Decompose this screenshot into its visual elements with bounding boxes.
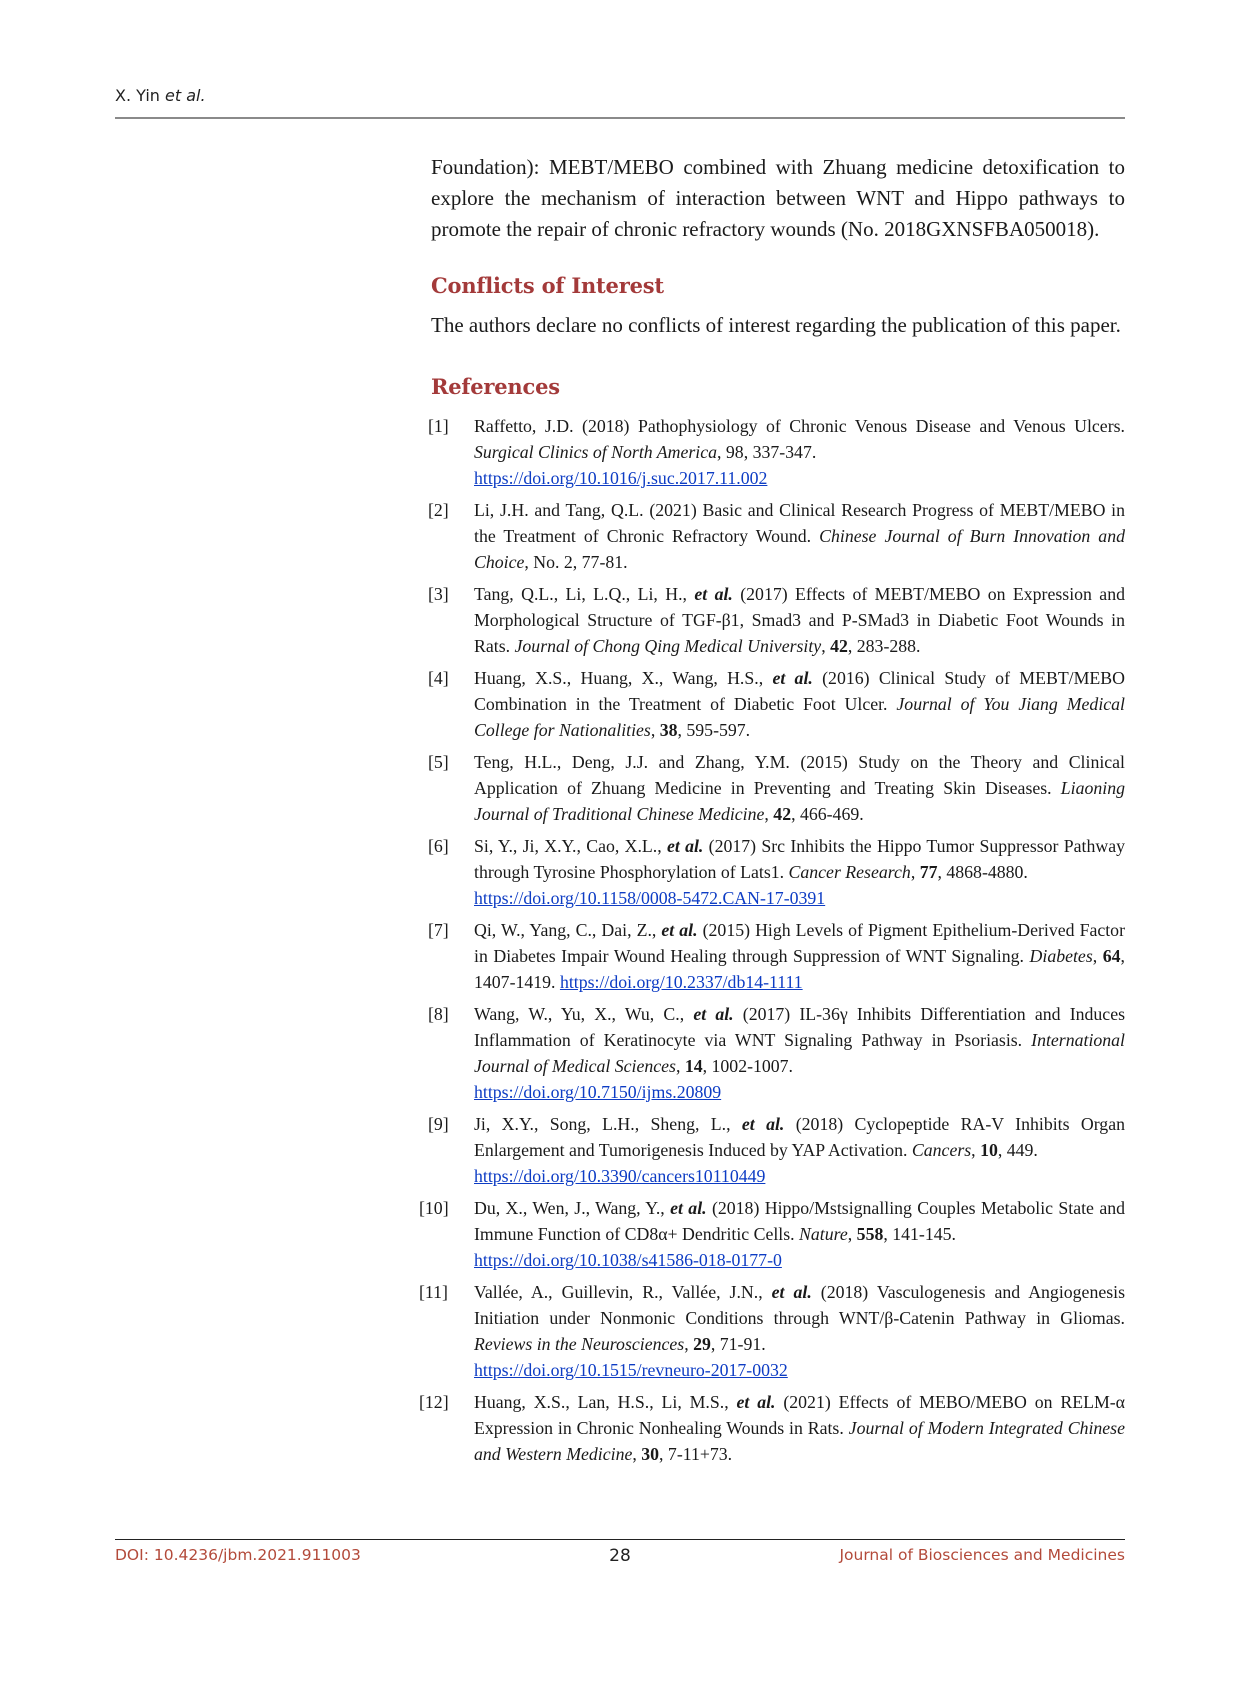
reference-authors: Ji, X.Y., Song, L.H., Sheng, L., xyxy=(474,1114,742,1134)
reference-item xyxy=(419,1279,1126,1383)
footer-doi: DOI: 10.4236/jbm.2021.911003 xyxy=(115,1546,361,1564)
running-head-author: X. Yin xyxy=(115,86,166,105)
footer-journal: Journal of Biosciences and Medicines xyxy=(839,1546,1125,1564)
reference-item xyxy=(428,1001,1126,1105)
reference-separator: , xyxy=(684,1334,694,1354)
reference-etal: et al. xyxy=(670,1198,707,1218)
reference-authors: Si, Y., Ji, X.Y., Cao, X.L., xyxy=(474,836,667,856)
reference-pages: , 4868-4880. xyxy=(937,862,1028,882)
reference-number: [7] xyxy=(428,920,449,940)
reference-number: [5] xyxy=(428,752,449,772)
reference-authors: Li, J.H. and Tang, Q.L. (2021) Basic and Clinical Research Progress of MEBT/MEBO in the Treatment of Chronic Refractory Wound. xyxy=(474,500,1125,546)
reference-separator: , xyxy=(821,636,831,656)
reference-number: [10] xyxy=(419,1198,449,1218)
reference-pages: , 71-91. xyxy=(710,1334,766,1354)
reference-title: (2016) Clinical Study of MEBT/MEBO Combination in the Treatment of Diabetic Foot Ulcer. xyxy=(474,668,1125,714)
reference-journal: Journal of You Jiang Medical College for Nationalities xyxy=(474,694,1125,740)
reference-journal: Reviews in the Neurosciences xyxy=(474,1334,685,1354)
reference-title: (2017) IL-36γ Inhibits Differentiation and Induces Inflammation of Keratinocyte via WNT Signaling Pathway in Psoriasis. xyxy=(474,1004,1126,1050)
reference-journal: Liaoning Journal of Traditional Chinese Medicine xyxy=(474,778,1125,824)
reference-title: (2018) Hippo/Mstsignalling Couples Metabolic State and Immune Function of CD8α+ Dendritic Cells. xyxy=(474,1198,1125,1244)
reference-etal: et al. xyxy=(661,920,698,940)
reference-item xyxy=(428,749,1125,827)
funding-paragraph: Foundation): MEBT/MEBO combined with Zhuang medicine detoxification to explore the mechanism of interaction between WNT and Hippo pathways to promote the repair of chronic refractory wounds (No. 2018GXNSFBA050018). xyxy=(431,155,1125,241)
reference-authors: Du, X., Wen, J., Wang, Y., xyxy=(474,1198,671,1218)
reference-list xyxy=(419,413,1126,1467)
reference-pages: , 466-469. xyxy=(791,804,864,824)
reference-item xyxy=(428,917,1125,995)
reference-title: (2015) High Levels of Pigment Epithelium-Derived Factor in Diabetes Impair Wound Healing through Suppression of WNT Signaling. xyxy=(474,920,1125,966)
reference-doi-link[interactable]: https://doi.org/10.3390/cancers10110449 xyxy=(474,1166,766,1186)
reference-pages: , 1407-1419. xyxy=(474,946,1125,992)
reference-number: [11] xyxy=(419,1282,448,1302)
reference-volume: 77 xyxy=(919,862,938,882)
reference-pages: , 449. xyxy=(997,1140,1038,1160)
reference-item xyxy=(428,497,1125,575)
reference-journal: Chinese Journal of Burn Innovation and Choice xyxy=(474,526,1125,572)
reference-doi-link[interactable]: https://doi.org/10.1016/j.suc.2017.11.002 xyxy=(474,468,768,488)
reference-title: (2018) Vasculogenesis and Angiogenesis Initiation under Nonmonic Conditions through WNT/β-Catenin Pathway in Gliomas. xyxy=(474,1282,1126,1328)
reference-volume: 64 xyxy=(1102,946,1121,966)
reference-title: (2017) Src Inhibits the Hippo Tumor Suppressor Pathway through Tyrosine Phosphorylation of Lats1. xyxy=(474,836,1125,882)
reference-separator: , xyxy=(910,862,920,882)
reference-number: [2] xyxy=(428,500,449,520)
reference-journal: Journal of Modern Integrated Chinese and Western Medicine xyxy=(474,1418,1125,1464)
conflicts-heading: Conflicts of Interest xyxy=(431,273,664,298)
reference-etal: et al. xyxy=(741,1114,785,1134)
reference-etal: et al. xyxy=(736,1392,776,1412)
reference-authors: Wang, W., Yu, X., Wu, C., xyxy=(474,1004,694,1024)
reference-separator: , xyxy=(675,1056,685,1076)
reference-doi-link[interactable]: https://doi.org/10.1158/0008-5472.CAN-17-0391 xyxy=(474,888,826,908)
reference-volume: 10 xyxy=(980,1140,998,1160)
reference-authors: Tang, Q.L., Li, L.Q., Li, H., xyxy=(474,584,695,604)
reference-number: [9] xyxy=(428,1114,449,1134)
reference-doi-link[interactable]: https://doi.org/10.2337/db14-1111 xyxy=(559,972,803,992)
reference-etal: et al. xyxy=(771,1282,812,1302)
reference-item xyxy=(428,1111,1125,1189)
reference-journal: International Journal of Medical Sciences xyxy=(474,1030,1125,1076)
reference-number: [8] xyxy=(428,1004,449,1024)
reference-journal: Cancers xyxy=(911,1140,972,1160)
reference-item xyxy=(428,413,1125,491)
reference-authors: Huang, X.S., Lan, H.S., Li, M.S., xyxy=(474,1392,737,1412)
reference-doi-link[interactable]: https://doi.org/10.7150/ijms.20809 xyxy=(474,1082,722,1102)
reference-separator: , xyxy=(764,804,774,824)
reference-separator: , xyxy=(971,1140,981,1160)
reference-volume: 42 xyxy=(830,636,848,656)
reference-separator: , xyxy=(847,1224,857,1244)
reference-authors: Teng, H.L., Deng, J.J. and Zhang, Y.M. (2015) Study on the Theory and Clinical Application of Zhuang Medicine in Preventing and Treating Skin Diseases. xyxy=(474,752,1125,798)
reference-item xyxy=(428,833,1125,911)
reference-number: [12] xyxy=(419,1392,449,1412)
reference-separator: , xyxy=(1092,946,1103,966)
reference-journal: Diabetes xyxy=(1029,946,1093,966)
reference-separator: , xyxy=(650,720,660,740)
reference-pages: , 98, 337-347. xyxy=(717,442,817,462)
reference-pages: , 1002-1007. xyxy=(702,1056,794,1076)
reference-title: (2017) Effects of MEBT/MEBO on Expression and Morphological Structure of TGF-β1, Smad3 and P-SMad3 in Diabetic Foot Wounds in Rats. xyxy=(474,584,1125,656)
running-head-etal: et al. xyxy=(165,86,206,105)
reference-authors: Qi, W., Yang, C., Dai, Z., xyxy=(474,920,662,940)
reference-volume: 558 xyxy=(856,1224,884,1244)
footer-rule xyxy=(115,1539,1125,1540)
main-content xyxy=(419,152,1126,1473)
reference-authors: Raffetto, J.D. (2018) Pathophysiology of Chronic Venous Disease and Venous Ulcers. xyxy=(474,416,1125,436)
reference-journal: Surgical Clinics of North America xyxy=(474,442,718,462)
reference-pages: , 595-597. xyxy=(677,720,751,740)
reference-authors: Huang, X.S., Huang, X., Wang, H.S., xyxy=(474,668,773,688)
reference-pages: , 283-288. xyxy=(847,636,921,656)
reference-number: [6] xyxy=(428,836,449,856)
references-heading: References xyxy=(431,374,560,399)
reference-etal: et al. xyxy=(693,1004,734,1024)
reference-title: (2021) Effects of MEBO/MEBO on RELM-α Expression in Chronic Nonhealing Wounds in Rats. xyxy=(474,1392,1125,1438)
reference-pages: , No. 2, 77-81. xyxy=(524,552,628,572)
reference-number: [4] xyxy=(428,668,449,688)
reference-volume: 38 xyxy=(659,720,678,740)
reference-volume: 14 xyxy=(684,1056,703,1076)
reference-title: (2018) Cyclopeptide RA-V Inhibits Organ Enlargement and Tumorigenesis Induced by YAP Activation. xyxy=(474,1114,1125,1160)
reference-item xyxy=(428,581,1125,659)
reference-item xyxy=(428,665,1125,743)
conflicts-text: The authors declare no conflicts of interest regarding the publication of this paper. xyxy=(431,313,1121,337)
reference-journal: Nature xyxy=(799,1224,848,1244)
running-head xyxy=(115,86,206,105)
reference-item xyxy=(419,1195,1125,1273)
reference-number: [1] xyxy=(428,416,449,436)
reference-journal: Cancer Research xyxy=(788,862,911,882)
reference-volume: 42 xyxy=(773,804,792,824)
reference-journal: Journal of Chong Qing Medical University xyxy=(514,636,822,656)
reference-authors: Vallée, A., Guillevin, R., Vallée, J.N., xyxy=(474,1282,772,1302)
reference-pages: , 141-145. xyxy=(883,1224,956,1244)
reference-item xyxy=(419,1389,1125,1467)
reference-etal: et al. xyxy=(694,584,733,604)
reference-volume: 30 xyxy=(641,1444,660,1464)
reference-volume: 29 xyxy=(693,1334,711,1354)
reference-doi-link[interactable]: https://doi.org/10.1038/s41586-018-0177-0 xyxy=(474,1250,782,1270)
reference-doi-link[interactable]: https://doi.org/10.1515/revneuro-2017-0032 xyxy=(474,1360,788,1380)
page-number: 28 xyxy=(609,1546,631,1566)
footer xyxy=(115,1546,1125,1570)
reference-separator: , xyxy=(632,1444,642,1464)
reference-etal: et al. xyxy=(772,668,813,688)
header-rule xyxy=(115,117,1125,119)
reference-pages: , 7-11+73. xyxy=(659,1444,733,1464)
reference-number: [3] xyxy=(428,584,449,604)
reference-etal: et al. xyxy=(666,836,704,856)
